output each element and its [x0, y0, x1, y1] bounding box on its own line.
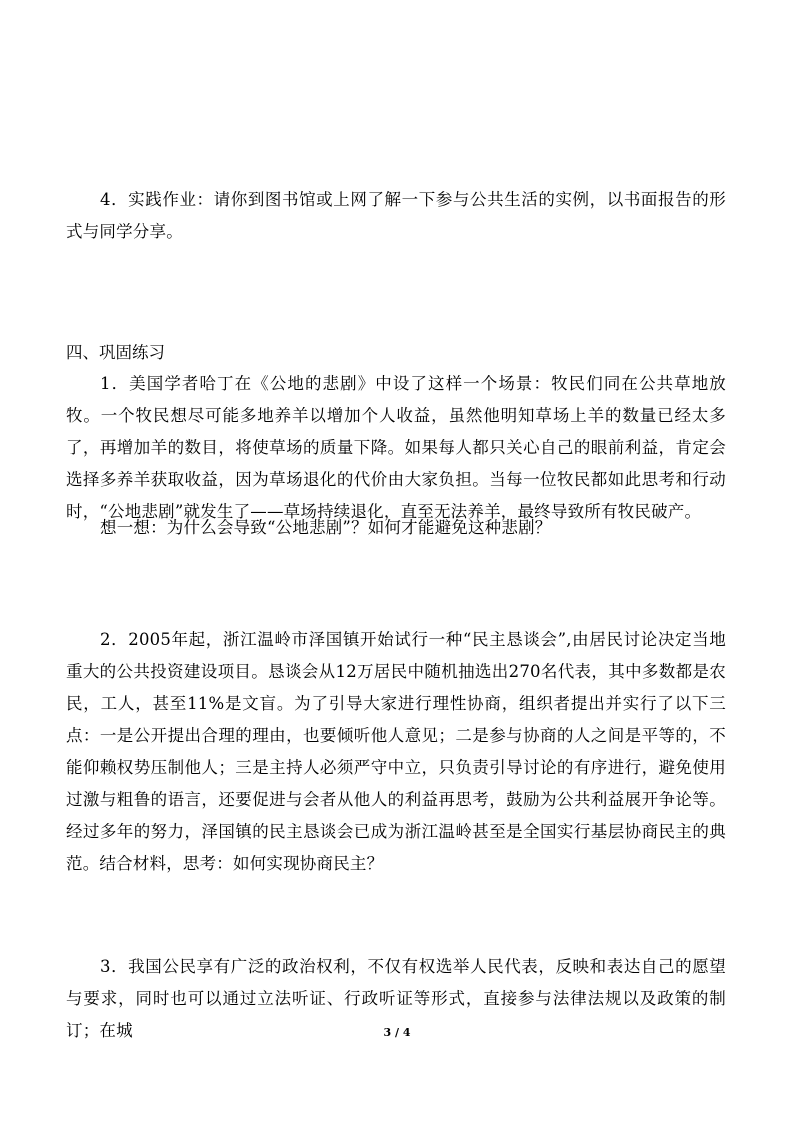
exercise-1-question: 想一想：为什么会导致“公地悲剧”？如何才能避免这种悲剧？: [100, 518, 552, 537]
practice-assignment-item: 4．实践作业：请你到图书馆或上网了解一下参与公共生活的实例，以书面报告的形式与同学分享。: [66, 190, 726, 241]
section-heading: 四、巩固练习: [66, 343, 165, 362]
page-number: 3 / 4: [383, 1026, 411, 1039]
exercise-3-text: 3．我国公民享有广泛的政治权利，不仅有权选举人民代表，反映和表达自己的愿望与要求，同时也可以通过立法听证、行政听证等形式，直接参与法律法规以及政策的制订；在城: [66, 957, 726, 1040]
exercise-2-text: 2．2005年起，浙江温岭市泽国镇开始试行一种“民主恳谈会”,由居民讨论决定当地重大的公共投资建设项目。恳谈会从12万居民中随机抽选出270名代表，其中多数都是农民，工人，甚至11%是文盲。为了引导大家进行理性协商，组织者提出并实行了以下三点：一是公开提出合理的理由，也要倾听他人意见；二是参与协商的人之间是平等的，不能仰赖权势压制他人；三是主持人必须严守中立，只负责引导讨论的有序进行，避免使用过激与粗鲁的语言，还要促进与会者从他人的利益再思考，鼓励为公共利益展开争论等。经过多年的努力，泽国镇的民主恳谈会已成为浙江温岭甚至是全国实行基层协商民主的典范。结合材料，思考：如何实现协商民主？: [66, 630, 726, 873]
exercise-1-text: 1．美国学者哈丁在《公地的悲剧》中设了这样一个场景：牧民们同在公共草地放牧。一个牧民想尽可能多地养羊以增加个人收益，虽然他明知草场上羊的数量已经太多了，再增加羊的数目，将使草场的质量下降。如果每人都只关心自己的眼前利益，肯定会选择多养羊获取收益，因为草场退化的代价由大家负担。当每一位牧民都如此思考和行动时，“公地悲剧”就发生了——草场持续退化，直至无法养羊，最终导致所有牧民破产。: [66, 374, 726, 521]
